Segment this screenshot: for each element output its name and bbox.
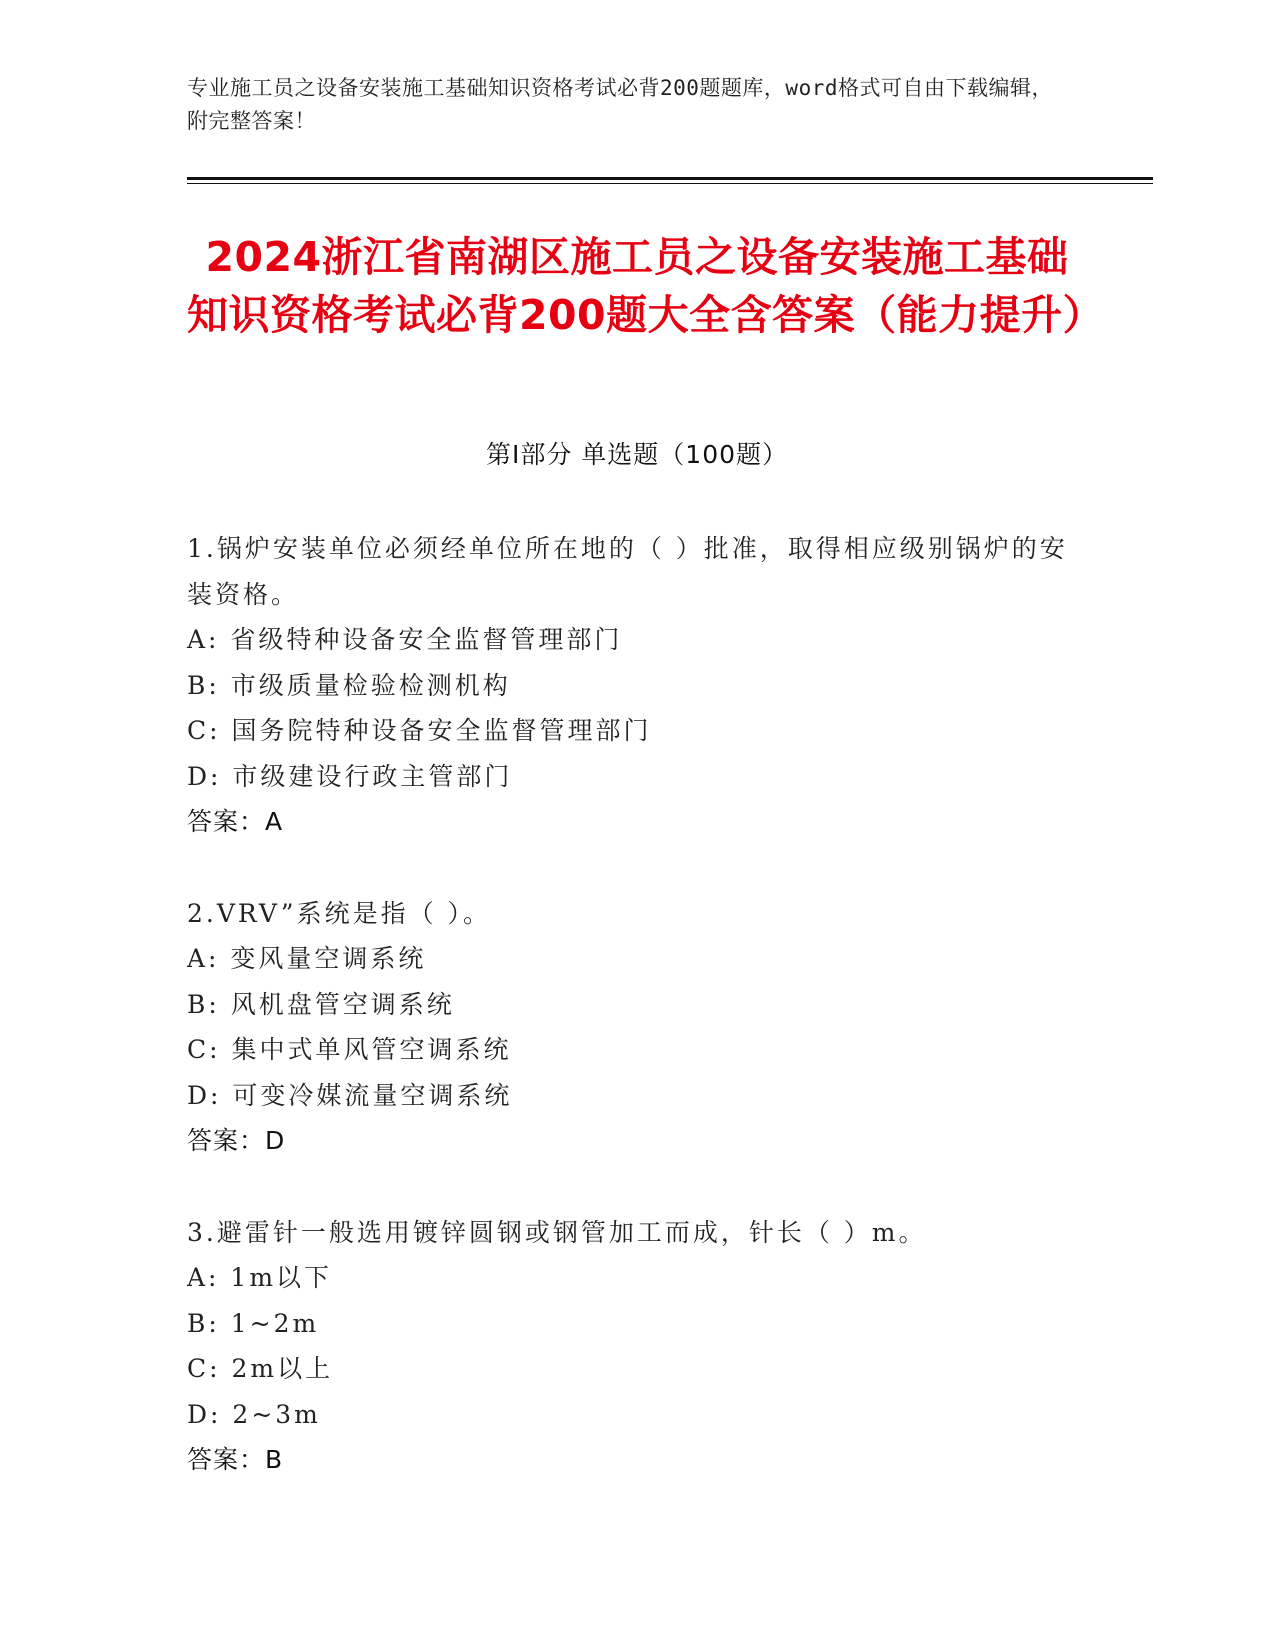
question-item: [187, 526, 1087, 845]
option-d: D: 市级建设行政主管部门: [187, 761, 513, 791]
option-b: B: 风机盘管空调系统: [187, 989, 455, 1019]
section-title: 第Ⅰ部分 单选题（100题）: [485, 440, 789, 469]
option-a: A: 1m以下: [187, 1263, 333, 1292]
header-note: 专业施工员之设备安装施工基础知识资格考试必背200题题库，word格式可自由下载编辑，附完整答案！: [187, 76, 1053, 133]
header-divider-thick: [187, 177, 1153, 180]
question-stem: 2.VRV”系统是指（ ）。: [187, 898, 492, 928]
question-list: [187, 526, 1087, 1529]
answer-line: 答案：B: [187, 1445, 284, 1474]
header-divider-thin: [187, 183, 1153, 184]
question-item: [187, 891, 1087, 1164]
option-a: A: 变风量空调系统: [187, 944, 427, 973]
document-title: 2024浙江省南湖区施工员之设备安装施工基础知识资格考试必背200题大全含答案（能力提升）: [187, 233, 1105, 339]
option-c: C: 集中式单风管空调系统: [187, 1035, 512, 1064]
option-d: D: 可变冷媒流量空调系统: [187, 1080, 513, 1110]
answer-line: 答案：D: [187, 1126, 286, 1155]
question-item: [187, 1210, 1087, 1483]
option-c: C: 2m以上: [187, 1354, 334, 1383]
option-b: B: 市级质量检验检测机构: [187, 670, 511, 700]
question-stem: 3.避雷针一般选用镀锌圆钢或钢管加工而成，针长（ ）m。: [187, 1217, 927, 1247]
answer-line: 答案：A: [187, 807, 284, 836]
option-c: C: 国务院特种设备安全监督管理部门: [187, 716, 652, 745]
option-b: B: 1~2m: [187, 1308, 320, 1338]
option-d: D: 2~3m: [187, 1399, 321, 1429]
question-stem: 1.锅炉安装单位必须经单位所在地的（ ）批准，取得相应级别锅炉的安装资格。: [187, 534, 1068, 609]
option-a: A: 省级特种设备安全监督管理部门: [187, 625, 623, 654]
